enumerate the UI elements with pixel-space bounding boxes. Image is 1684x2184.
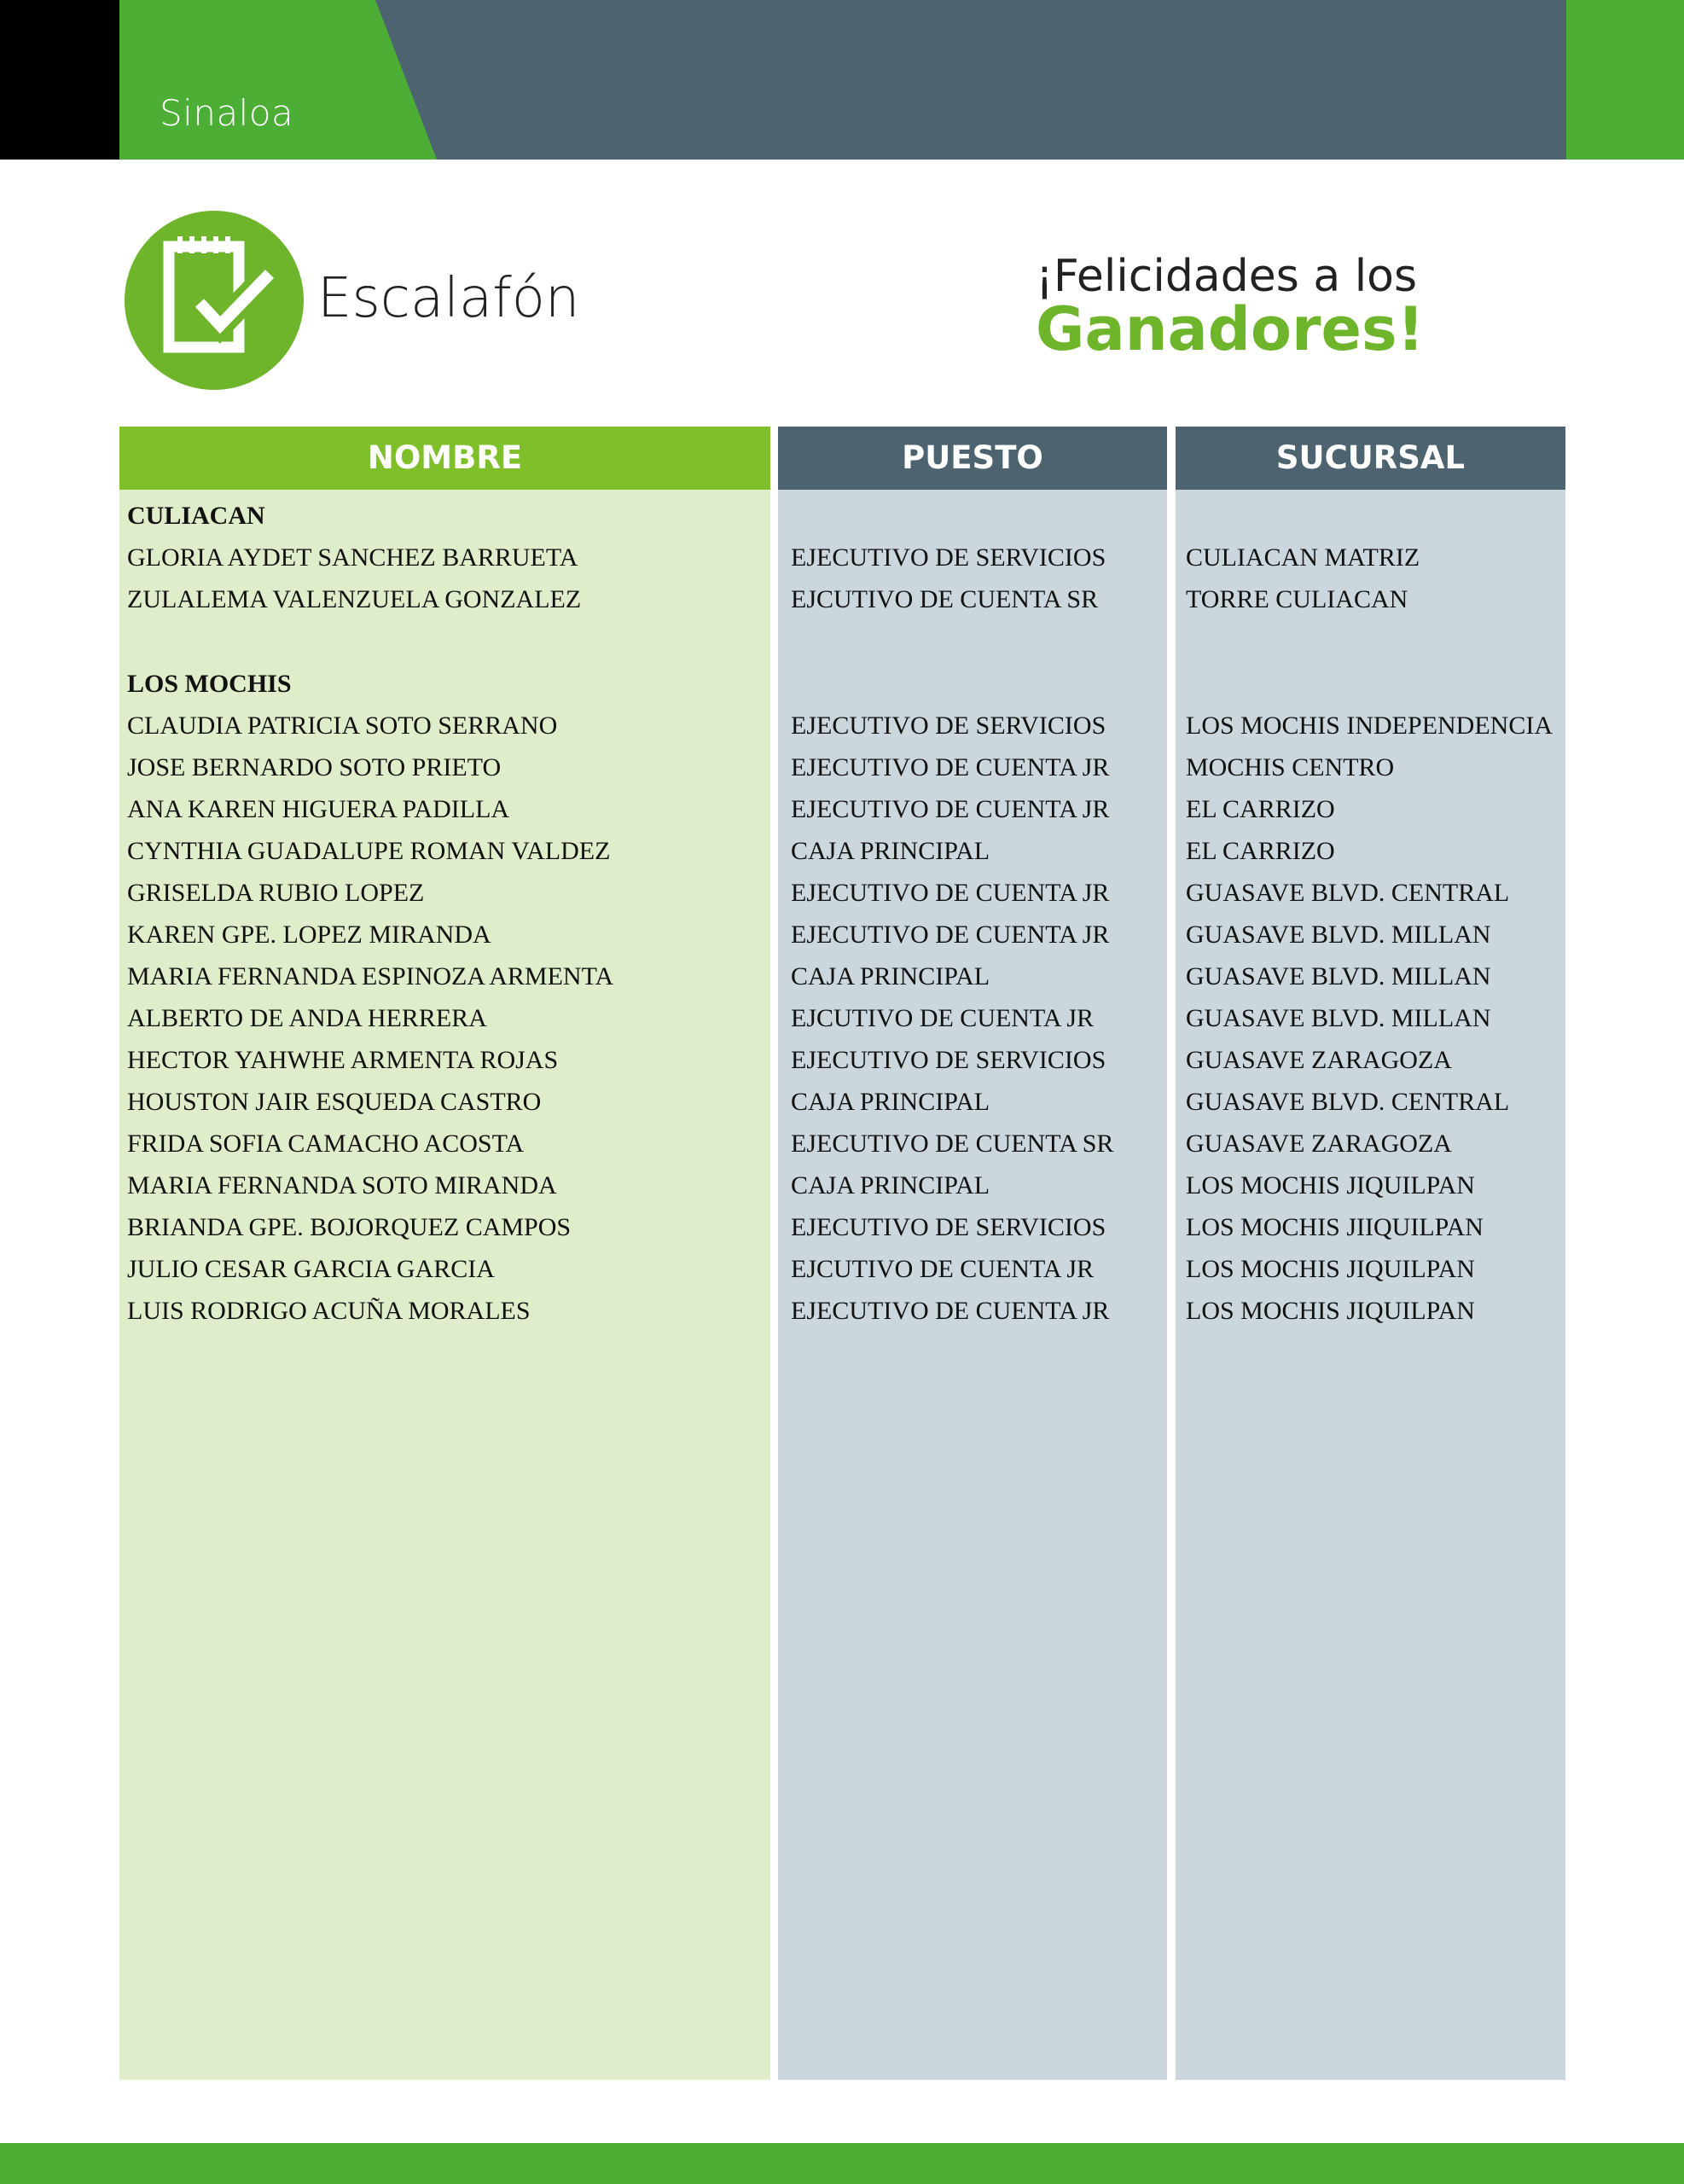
nombre-cell: LUIS RODRIGO ACUÑA MORALES: [127, 1297, 531, 1325]
nombre-cell: CLAUDIA PATRICIA SOTO SERRANO: [127, 712, 558, 740]
sucursal-cell: GUASAVE BLVD. MILLAN: [1186, 921, 1491, 949]
sucursal-cell: GUASAVE BLVD. MILLAN: [1186, 1004, 1491, 1032]
nombre-cell: BRIANDA GPE. BOJORQUEZ CAMPOS: [127, 1213, 572, 1241]
puesto-cell: EJECUTIVO DE CUENTA JR: [791, 795, 1110, 823]
nombre-cell: HECTOR YAHWHE ARMENTA ROJAS: [127, 1046, 559, 1074]
sucursal-cell: LOS MOCHIS JIQUILPAN: [1186, 1255, 1475, 1283]
nombre-header: NOMBRE: [119, 427, 770, 490]
section-title: CULIACAN: [127, 502, 265, 530]
sucursal-cell: CULIACAN MATRIZ: [1186, 543, 1420, 572]
greeting-line2: Ganadores!: [1036, 294, 1425, 364]
sucursal-cell: MOCHIS CENTRO: [1186, 753, 1395, 781]
puesto-cell: EJECUTIVO DE SERVICIOS: [791, 543, 1106, 572]
nombre-cell: ANA KAREN HIGUERA PADILLA: [127, 795, 510, 823]
region-title: Sinaloa: [160, 92, 294, 134]
puesto-cell: EJECUTIVO DE SERVICIOS: [791, 1046, 1106, 1074]
nombre-cell: HOUSTON JAIR ESQUEDA CASTRO: [127, 1088, 542, 1116]
header-black-block: [0, 0, 119, 160]
nombre-cell: ZULALEMA VALENZUELA GONZALEZ: [127, 585, 582, 613]
sucursal-cell: EL CARRIZO: [1186, 795, 1335, 823]
nombre-cell: KAREN GPE. LOPEZ MIRANDA: [127, 921, 491, 949]
sucursal-cell: LOS MOCHIS JIIQUILPAN: [1186, 1213, 1484, 1241]
sucursal-cell: LOS MOCHIS INDEPENDENCIA: [1186, 712, 1553, 740]
checklist-notepad-icon: [125, 211, 304, 390]
sucursal-cell: EL CARRIZO: [1186, 837, 1335, 865]
sucursal-cell: GUASAVE BLVD. CENTRAL: [1186, 1088, 1510, 1116]
puesto-cell: EJECUTIVO DE CUENTA SR: [791, 1130, 1114, 1158]
puesto-cell: EJECUTIVO DE CUENTA JR: [791, 1297, 1110, 1325]
nombre-cell: MARIA FERNANDA ESPINOZA ARMENTA: [127, 962, 614, 990]
puesto-cell: CAJA PRINCIPAL: [791, 1088, 990, 1116]
footer-band: [0, 2143, 1684, 2184]
sucursal-cell: LOS MOCHIS JIQUILPAN: [1186, 1297, 1475, 1325]
sucursal-cell: GUASAVE ZARAGOZA: [1186, 1130, 1452, 1158]
nombre-cell: FRIDA SOFIA CAMACHO ACOSTA: [127, 1130, 525, 1158]
sucursal-cell: TORRE CULIACAN: [1186, 585, 1408, 613]
nombre-cell: CYNTHIA GUADALUPE ROMAN VALDEZ: [127, 837, 611, 865]
sucursal-cell: GUASAVE BLVD. MILLAN: [1186, 962, 1491, 990]
header-slate-block: [375, 0, 1566, 160]
sucursal-cell: LOS MOCHIS JIQUILPAN: [1186, 1171, 1475, 1199]
section-title: LOS MOCHIS: [127, 670, 292, 698]
sucursal-header: SUCURSAL: [1176, 427, 1565, 490]
nombre-cell: GRISELDA RUBIO LOPEZ: [127, 879, 425, 907]
header-band: [0, 0, 1684, 160]
header-green-right-block: [1566, 0, 1684, 160]
puesto-cell: EJECUTIVO DE SERVICIOS: [791, 1213, 1106, 1241]
puesto-cell: EJECUTIVO DE CUENTA JR: [791, 879, 1110, 907]
puesto-cell: EJCUTIVO DE CUENTA JR: [791, 1255, 1095, 1283]
logo-text: Escalafón: [317, 267, 580, 330]
puesto-cell: EJECUTIVO DE CUENTA JR: [791, 753, 1110, 781]
puesto-cell: EJECUTIVO DE CUENTA JR: [791, 921, 1110, 949]
nombre-cell: GLORIA AYDET SANCHEZ BARRUETA: [127, 543, 578, 572]
puesto-cell: CAJA PRINCIPAL: [791, 962, 990, 990]
puesto-cell: EJCUTIVO DE CUENTA SR: [791, 585, 1099, 613]
nombre-cell: JULIO CESAR GARCIA GARCIA: [127, 1255, 495, 1283]
sucursal-cell: GUASAVE ZARAGOZA: [1186, 1046, 1452, 1074]
greeting-line1: ¡Felicidades a los: [1036, 251, 1418, 302]
puesto-cell: CAJA PRINCIPAL: [791, 837, 990, 865]
puesto-cell: EJECUTIVO DE SERVICIOS: [791, 712, 1106, 740]
sucursal-cell: GUASAVE BLVD. CENTRAL: [1186, 879, 1510, 907]
nombre-cell: MARIA FERNANDA SOTO MIRANDA: [127, 1171, 557, 1199]
nombre-cell: JOSE BERNARDO SOTO PRIETO: [127, 753, 502, 781]
puesto-cell: CAJA PRINCIPAL: [791, 1171, 990, 1199]
nombre-cell: ALBERTO DE ANDA HERRERA: [127, 1004, 487, 1032]
puesto-header: PUESTO: [778, 427, 1167, 490]
puesto-cell: EJCUTIVO DE CUENTA JR: [791, 1004, 1095, 1032]
